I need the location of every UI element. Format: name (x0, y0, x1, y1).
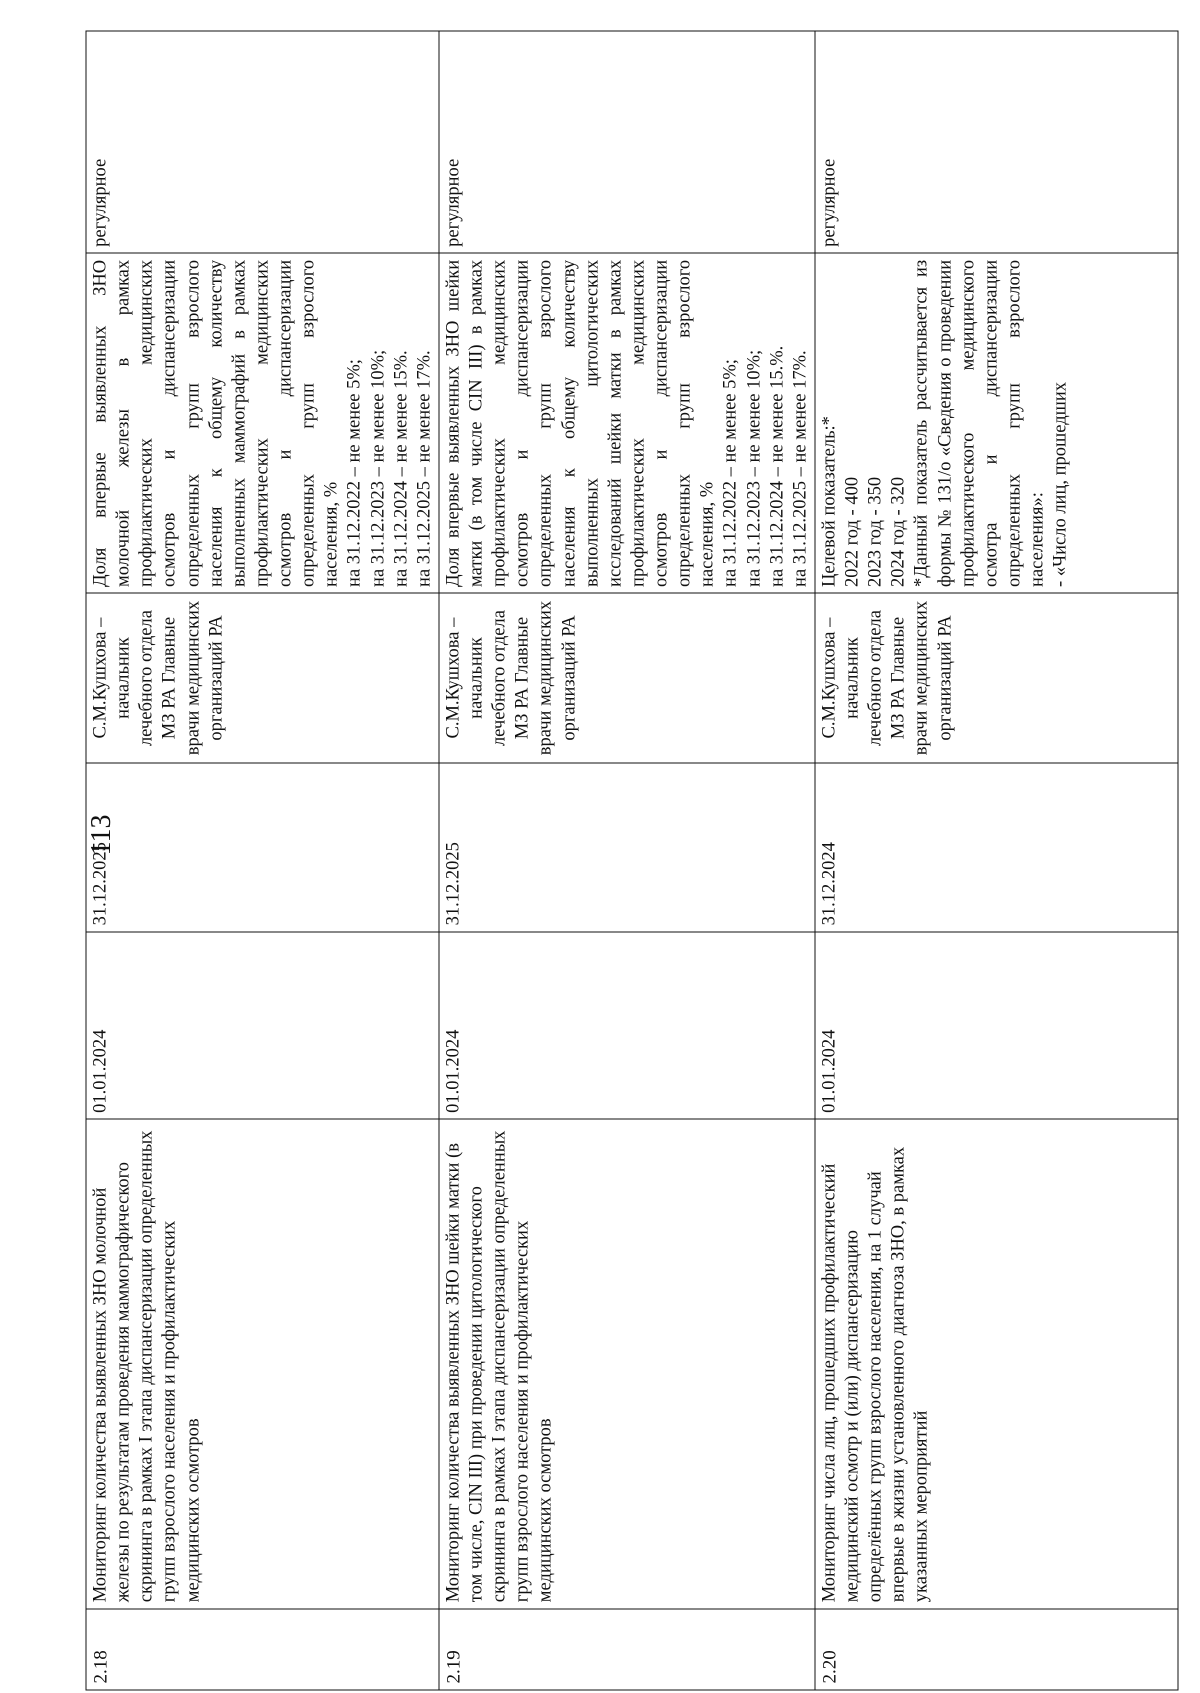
responsible-cell: С.М.Кушхова – начальник лечебного отдела МЗ РА Главные врачи медицинских организаций РА (439, 593, 815, 762)
indicator-line: Доля впервые выявленных ЗНО молочной железы в рамках профилактических медицинских осмотров и диспансеризации определенных групп взрослого населения к общему количеству выполненных маммографий в рамках профилактических медицинских осмотров и диспансеризации определенных групп взрослого населения, % (90, 254, 342, 587)
indicator-cell (86, 253, 439, 593)
indicator-line: на 31.12.2025 – не менее 17%. (790, 349, 811, 587)
start-date-cell: 01.01.2024 (86, 931, 439, 1118)
indicator-line: на 31.12.2023 – не менее 10%; (368, 349, 388, 587)
indicator-cell (439, 253, 815, 593)
row-number: 2.18 (86, 1608, 439, 1689)
indicator-line: на 31.12.2023 – не менее 10%; (744, 349, 764, 587)
regularity-cell: регулярное (439, 31, 815, 253)
plan-table-wrapper (86, 30, 1109, 1690)
indicator-line: 2023 год - 350 (865, 476, 886, 587)
row-number: 2.19 (439, 1608, 815, 1689)
indicator-line: на 31.12.2024 – не менее 15%. (391, 349, 412, 587)
activity-cell: Мониторинг числа лиц, прошедших профилактический медицинский осмотр и (или) диспансеризацию определённых групп взрослого населения, на 1 случай впервые в жизни установленного диагноза ЗНО, в рамках указанных мероприятий (815, 1119, 1178, 1608)
end-date-cell: 31.12.2025 (439, 762, 815, 931)
activity-cell: Мониторинг количества выявленных ЗНО молочной железы по результатам проведения маммографического скрининга в рамках I этапа диспансеризации определенных групп взрослого населения и профилактических медицинских осмотров (86, 1119, 439, 1608)
end-date-cell: 31.12.2025 (86, 762, 439, 931)
table-row (86, 31, 439, 1690)
indicator-line: 2022 год - 400 (842, 476, 863, 587)
responsible-cell: С.М.Кушхова – начальник лечебного отдела МЗ РА Главные врачи медицинских организаций РА (815, 593, 1178, 762)
indicator-line: 2024 год - 320 (888, 476, 909, 587)
responsible-cell: С.М.Кушхова – начальник лечебного отдела МЗ РА Главные врачи медицинских организаций РА (86, 593, 439, 762)
indicator-line: *Данный показатель рассчитывается из формы № 131/о «Сведения о проведении профилактического медицинского осмотра и диспансеризации определенных групп взрослого населения»: (911, 254, 1048, 587)
indicator-line: Целевой показатель:* (819, 415, 840, 587)
indicator-cell (815, 253, 1178, 593)
indicator-line: на 31.12.2025 – не менее 17%. (414, 349, 435, 587)
row-number: 2.20 (815, 1608, 1178, 1689)
indicator-line: Доля впервые выявленных ЗНО шейки матки (в том числе CIN III) в рамках профилактических медицинских осмотров и диспансеризации определенных групп взрослого населения к общему количеству выполненных цитологических исследований шейки матки в рамках профилактических медицинских осмотров и диспансеризации определенных групп взрослого населения, % (443, 254, 718, 587)
table-row (439, 31, 815, 1690)
activity-cell: Мониторинг количества выявленных ЗНО шейки матки (в том числе, CIN III) при проведении цитологического скрининга в рамках I этапа диспансеризации определенных групп взрослого населения и профилактических медицинских осмотров (439, 1119, 815, 1608)
start-date-cell: 01.01.2024 (439, 931, 815, 1118)
plan-table (86, 30, 1179, 1690)
indicator-line: на 31.12.2022 – не менее 5%; (344, 358, 365, 587)
start-date-cell: 01.01.2024 (815, 931, 1178, 1118)
end-date-cell: 31.12.2024 (815, 762, 1178, 931)
indicator-line: на 31.12.2022 – не менее 5%; (720, 358, 741, 587)
page-number: 113 (86, 814, 117, 856)
indicator-line: на 31.12.2024 – не менее 15.%. (767, 345, 788, 587)
regularity-cell: регулярное (86, 31, 439, 253)
regularity-cell: регулярное (815, 31, 1178, 253)
table-row (815, 31, 1178, 1690)
indicator-line: - «Число лиц, прошедших (1050, 381, 1071, 587)
